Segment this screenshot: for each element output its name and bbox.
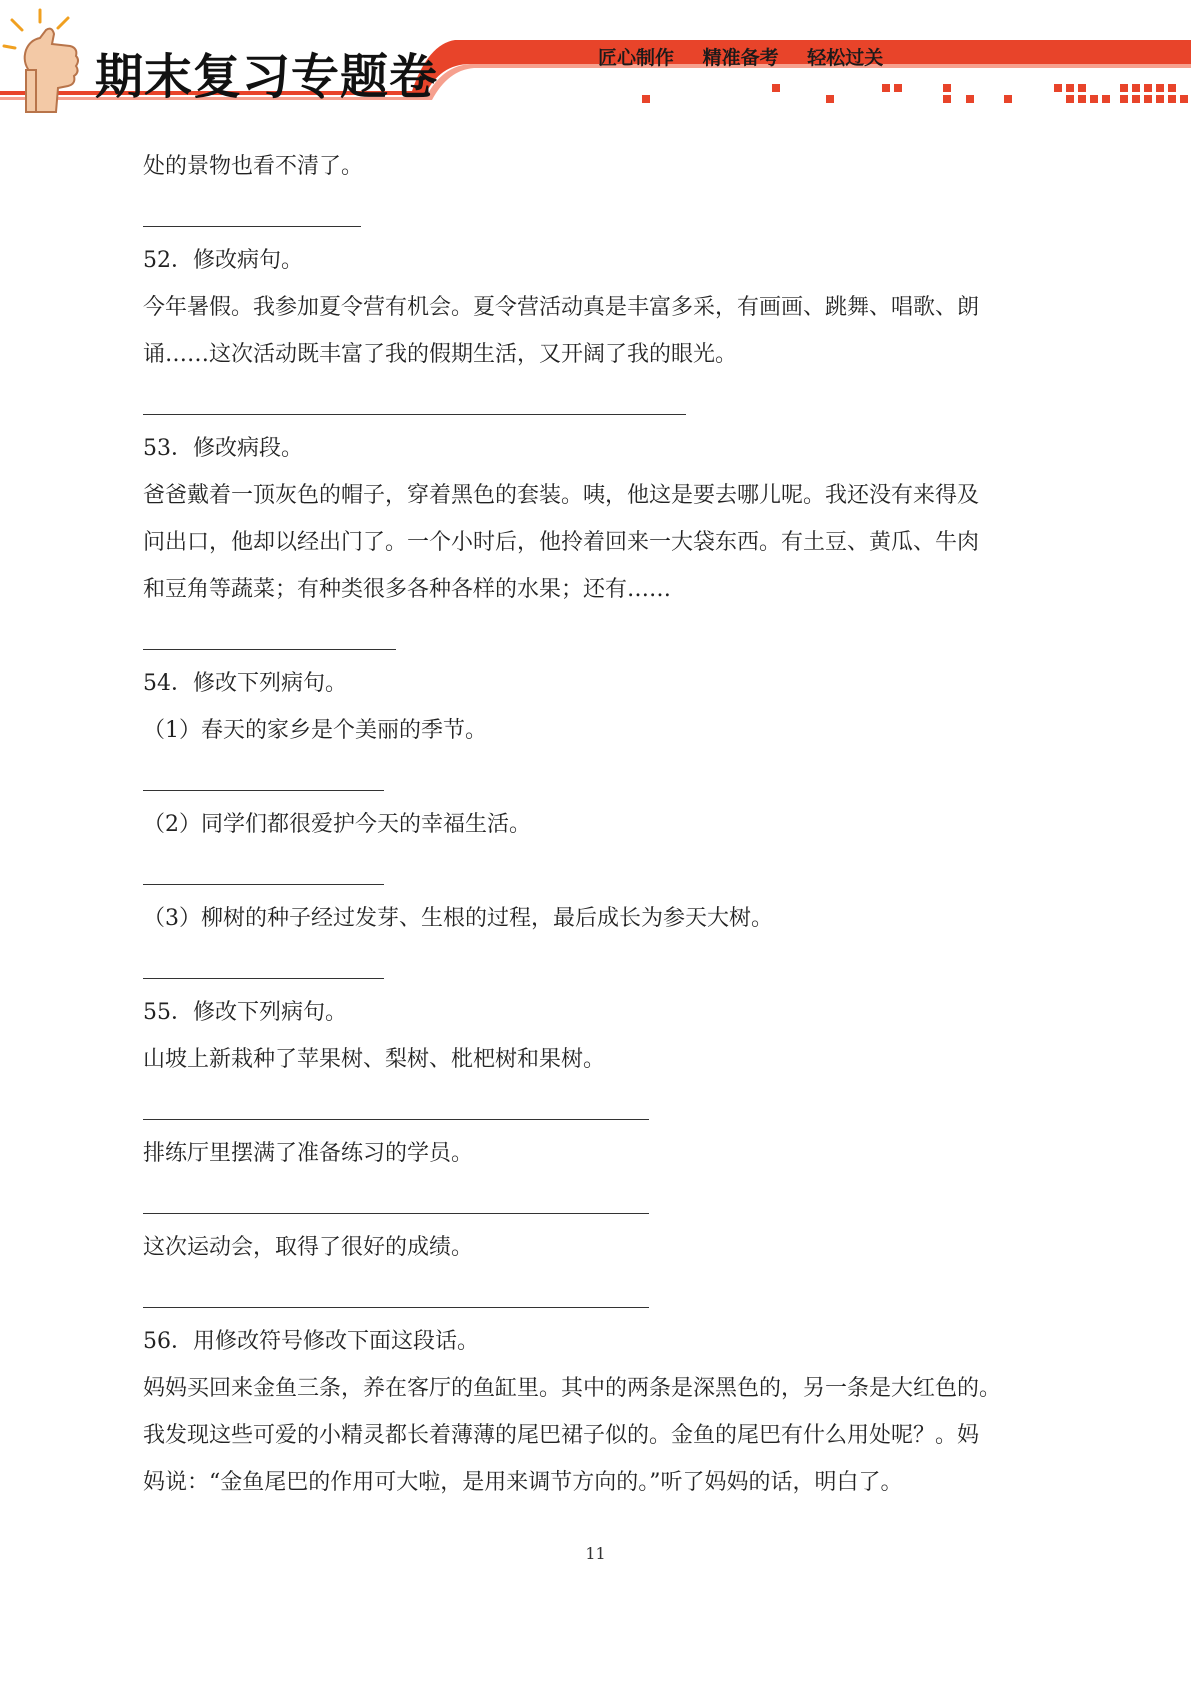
answer-blank[interactable] [143,1307,649,1308]
question-53-title: 53．修改病段。 [143,436,303,461]
answer-blank[interactable] [143,226,361,227]
question-56-title: 56．用修改符号修改下面这段话。 [143,1329,479,1354]
question-55-item-3: 这次运动会，取得了很好的成绩。 [143,1235,474,1260]
slogan-2: 精准备考 [702,47,779,69]
question-55-title: 55．修改下列病句。 [143,1000,347,1025]
question-54-item-3: （3）柳树的种子经过发芽、生根的过程，最后成长为参天大树。 [143,906,773,931]
question-56-line-2: 我发现这些可爱的小精灵都长着薄薄的尾巴裙子似的。金鱼的尾巴有什么用处呢？。妈 [143,1423,980,1448]
slogan-1: 匠心制作 [598,47,675,69]
question-53-line-2: 问出口，他却以经出门了。一个小时后，他拎着回来一大袋东西。有土豆、黄瓜、牛肉 [143,530,980,555]
question-56-line-1: 妈妈买回来金鱼三条，养在客厅的鱼缸里。其中的两条是深黑色的，另一条是大红色的。 [143,1376,1002,1401]
question-53-line-3: 和豆角等蔬菜；有种类很多各种各样的水果；还有…… [143,577,672,602]
answer-blank[interactable] [143,790,384,791]
question-52-line-1: 今年暑假。我参加夏令营有机会。夏令营活动真是丰富多采，有画画、跳舞、唱歌、朗 [143,295,980,320]
slogan-3: 轻松过关 [807,47,884,69]
answer-blank[interactable] [143,1213,649,1214]
answer-blank[interactable] [143,1119,649,1120]
question-52-line-2: 诵……这次活动既丰富了我的假期生活，又开阔了我的眼光。 [143,342,738,367]
continuation-text: 处的景物也看不清了。 [143,154,364,179]
question-55-item-1: 山坡上新栽种了苹果树、梨树、枇杷树和果树。 [143,1047,606,1072]
answer-blank[interactable] [143,414,686,415]
answer-blank[interactable] [143,978,384,979]
header-slogan [598,43,905,70]
thumbs-up-hand-icon [0,0,90,118]
question-55-item-2: 排练厅里摆满了准备练习的学员。 [143,1141,474,1166]
page-number: 11 [585,1544,606,1563]
question-54-title: 54．修改下列病句。 [143,671,347,696]
page-header [0,0,1191,118]
answer-blank[interactable] [143,649,396,650]
answer-blank[interactable] [143,884,384,885]
brand-title: 期末复习专题卷 [95,49,439,105]
question-56-line-3: 妈说：“金鱼尾巴的作用可大啦，是用来调节方向的。”听了妈妈的话，明白了。 [143,1470,903,1495]
question-54-item-1: （1）春天的家乡是个美丽的季节。 [143,718,487,743]
question-53-line-1: 爸爸戴着一顶灰色的帽子，穿着黑色的套装。咦，他这是要去哪儿呢。我还没有来得及 [143,483,980,508]
question-52-title: 52．修改病句。 [143,248,303,273]
question-54-item-2: （2）同学们都很爱护今天的幸福生活。 [143,812,531,837]
